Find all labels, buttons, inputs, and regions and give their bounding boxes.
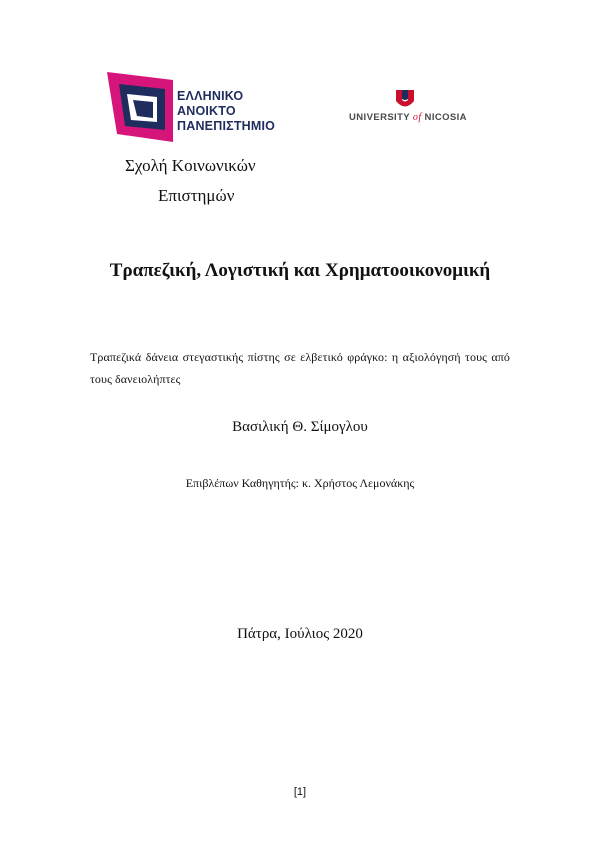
page-number: [1]: [293, 786, 307, 798]
eap-logo: [107, 72, 297, 142]
supervisor: Επιβλέπων Καθηγητής: κ. Χρήστος Λεμονάκης: [185, 476, 415, 490]
unic-logo-text: [338, 112, 478, 123]
eap-line-1: ΕΛΛΗΝΙΚΟ: [177, 89, 244, 103]
program-title: Τραπεζική, Λογιστική και Χρηματοοικονομική: [109, 260, 491, 281]
eap-line-2: ΑΝΟΙΚΤΟ: [177, 104, 236, 118]
unic-shield-mark-icon: [394, 88, 416, 110]
unic-text-university: UNIVERSITY: [349, 112, 413, 123]
unic-text-of: of: [412, 112, 422, 123]
eap-logo-text: [177, 89, 275, 134]
eap-line-3: ΠΑΝΕΠΙΣΤΗΜΙΟ: [177, 119, 276, 133]
thesis-title: Τραπεζικά δάνεια στεγαστικής πίστης σε ελβετικό φράγκο: η αξιολόγησή τους από τους δανειολήπτες: [90, 350, 510, 386]
unic-logo: [338, 88, 478, 128]
place-date: Πάτρα, Ιούλιος 2020: [237, 626, 363, 642]
school-name-line-2: Επιστημών: [158, 186, 235, 205]
unic-text-nicosia: NICOSIA: [421, 112, 467, 123]
author-name: Βασιλική Θ. Σίμογλου: [232, 419, 368, 435]
eap-logo-mark-icon: [107, 72, 173, 142]
school-name-line-1: Σχολή Κοινωνικών: [125, 156, 256, 175]
